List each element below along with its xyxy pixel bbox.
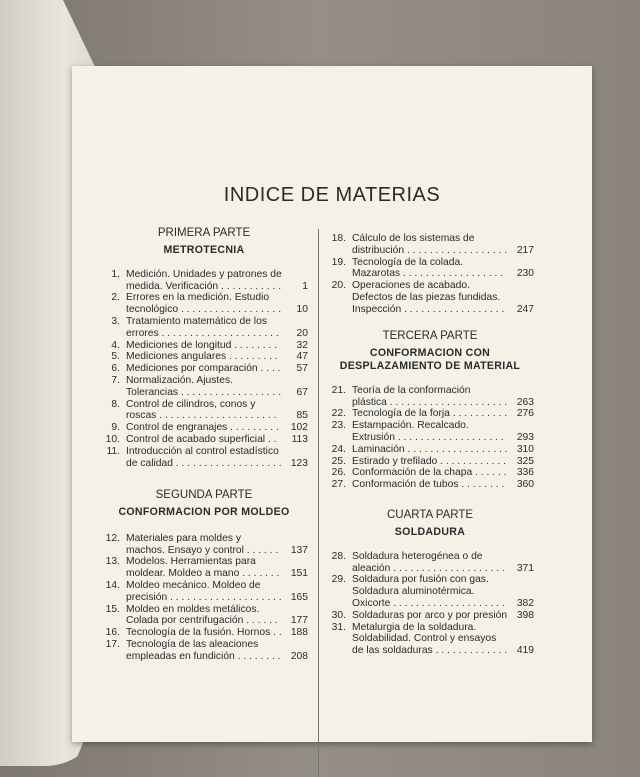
toc-entry [326, 574, 534, 609]
part-2 [100, 490, 308, 663]
entry-title: Tecnología de la forja . . . . . . . . . . [352, 408, 508, 420]
entry-title: Operaciones de acabado. Defectos de las piezas fundidas. Inspección . . . . . . . . . . . . . . . . . . [352, 280, 505, 315]
entry-page: 371 [516, 562, 534, 574]
entry-title: Mediciones de longitud . . . . . . . . [126, 339, 278, 351]
entry-page: 188 [290, 627, 308, 639]
entry-page: 113 [291, 433, 308, 445]
entry-number: 11. [106, 445, 120, 457]
entry-page: 67 [296, 386, 308, 398]
part-subject: METROTECNIA [163, 243, 245, 256]
entry-page: 165 [290, 591, 308, 603]
entry-title: Introducción al control estadístico de calidad . . . . . . . . . . . . . . . . . . . [126, 445, 282, 469]
entry-title: Conformación de la chapa . . . . . . [352, 467, 507, 479]
entry-page: 325 [516, 455, 534, 467]
toc-entry [326, 257, 534, 281]
toc-entry [326, 622, 534, 657]
toc-entry [100, 375, 308, 399]
entry-title: Control de acabado superficial . . [126, 433, 277, 445]
toc-entry [100, 639, 308, 663]
entry-number: 27. [331, 479, 346, 491]
entry-page: 398 [516, 609, 534, 621]
entry-number: 17. [105, 638, 120, 650]
toc-entry [100, 422, 308, 434]
entry-number: 31. [331, 621, 346, 633]
entry-page: 208 [290, 650, 308, 662]
entry-number: 24. [331, 443, 346, 455]
toc-entry [100, 434, 308, 446]
entry-number: 4. [111, 339, 120, 351]
entry-number: 9. [111, 422, 120, 434]
entry-number: 16. [105, 627, 120, 639]
entry-title: Normalización. Ajustes. Tolerancias . . . . . . . . . . . . . . . . . . [126, 374, 282, 398]
entry-title: Mediciones angulares . . . . . . . . . [126, 351, 278, 363]
part-heading: SEGUNDA PARTE [155, 489, 253, 501]
entry-page: 360 [516, 479, 534, 491]
part-4 [326, 510, 534, 657]
entry-page: 1 [302, 280, 308, 292]
column-divider [318, 229, 319, 777]
toc-entry [100, 269, 308, 293]
entry-title: Soldadura heterogénea o de aleación . . . . . . . . . . . . . . . . . . . . [352, 550, 505, 574]
entry-page: 217 [516, 244, 534, 256]
toc-entry [100, 446, 308, 470]
toc-entry [326, 444, 534, 456]
entry-title: Tratamiento matemático de los errores . . . . . . . . . . . . . . . . . . . . . [126, 315, 279, 339]
entry-page: 32 [296, 339, 308, 351]
part-subject: CONFORMACION POR MOLDEO [118, 505, 290, 518]
entry-page: 151 [290, 568, 308, 580]
entry-page: 85 [296, 410, 308, 422]
entry-number: 30. [331, 609, 346, 621]
entry-number: 21. [331, 384, 346, 396]
entry-page: 419 [516, 645, 534, 657]
part-heading: CUARTA PARTE [386, 509, 474, 521]
entry-page: 20 [296, 327, 308, 339]
toc-entry [100, 363, 308, 375]
toc-entry [100, 399, 308, 423]
book-page [72, 66, 592, 742]
toc-entry [100, 351, 308, 363]
entry-title: Laminación . . . . . . . . . . . . . . . . . . [352, 443, 508, 455]
entry-title: Metalurgia de la soldadura. Soldabilidad. Control y ensayos de las soldaduras . . . . . . . . . . . . . [352, 621, 508, 657]
toc-entry [326, 233, 534, 257]
entry-page: 57 [296, 363, 308, 375]
entry-number: 3. [111, 315, 120, 327]
toc-entry [326, 551, 534, 575]
entry-page: 102 [290, 422, 308, 434]
entry-number: 22. [331, 408, 346, 420]
entry-number: 5. [111, 351, 120, 363]
entry-number: 13. [105, 556, 120, 568]
entry-page: 247 [516, 303, 534, 315]
entry-number: 12. [105, 532, 120, 544]
entry-number: 25. [331, 455, 346, 467]
entry-title: Cálculo de los sistemas de distribución . . . . . . . . . . . . . . . . . . [352, 233, 508, 256]
toc-entry [100, 292, 308, 316]
entry-title: Modelos. Herramientas para moldear. Moldeo a mano . . . . . . . [126, 556, 280, 580]
part-3 [326, 331, 534, 491]
entry-title: Tecnología de la colada. Mazarotas . . . . . . . . . . . . . . . . . . [352, 256, 504, 280]
entry-number: 28. [331, 550, 346, 562]
entry-page: 293 [516, 431, 534, 443]
part-heading: PRIMERA PARTE [157, 227, 251, 239]
entry-page: 123 [290, 457, 308, 469]
entry-number: 29. [331, 574, 346, 586]
toc-entry [100, 580, 308, 604]
toc-entry [326, 456, 534, 468]
toc-entry [326, 610, 534, 622]
entry-page: 177 [290, 615, 308, 627]
entry-title: Control de cilindros, conos y roscas . . . . . . . . . . . . . . . . . . . . . [126, 398, 277, 422]
entry-number: 18. [331, 233, 346, 244]
entry-title: Medición. Unidades y patrones de medida. Verificación . . . . . . . . . . . [126, 268, 282, 292]
entry-number: 6. [111, 363, 120, 375]
toc-entry [100, 316, 308, 340]
entry-number: 1. [111, 268, 120, 280]
toc-entry [326, 408, 534, 420]
entry-page: 10 [296, 304, 308, 316]
entry-title: Moldeo mecánico. Moldeo de precisión . . . . . . . . . . . . . . . . . . . . [126, 579, 282, 603]
toc-entry [100, 604, 308, 628]
entry-page: 137 [290, 544, 308, 556]
entry-page: 382 [516, 597, 534, 609]
entry-page: 230 [516, 268, 534, 280]
toc-entry [326, 479, 534, 491]
entry-number: 15. [105, 603, 120, 615]
entry-page: 276 [516, 408, 534, 420]
entry-title: Errores en la medición. Estudio tecnológico . . . . . . . . . . . . . . . . . . [126, 292, 282, 316]
entry-title: Mediciones por comparación . . . . [126, 363, 281, 375]
entry-title: Estirado y trefilado . . . . . . . . . . . . [352, 455, 506, 467]
entry-number: 14. [105, 579, 120, 591]
entry-title: Estampación. Recalcado. Extrusión . . . . . . . . . . . . . . . . . . . [352, 420, 504, 443]
entry-title: Materiales para moldes y machos. Ensayo y control . . . . . . [126, 532, 279, 556]
entry-title: Tecnología de la fusión. Hornos . . [126, 627, 282, 639]
toc-entry [100, 340, 308, 352]
entry-page: 336 [516, 467, 534, 479]
entry-number: 7. [111, 374, 120, 386]
toc-entry [326, 420, 534, 444]
entry-number: 23. [331, 420, 346, 432]
entry-number: 2. [111, 292, 120, 304]
entry-title: Soldadura por fusión con gas. Soldadura aluminotérmica. Oxicorte . . . . . . . . . . . . . . . . . . . . [352, 574, 505, 609]
entry-title: Tecnología de las aleaciones empleadas en fundición . . . . . . . . [126, 638, 281, 662]
toc-entry [326, 385, 534, 409]
entry-title: Moldeo en moldes metálicos. Colada por centrifugación . . . . . . [126, 603, 278, 627]
entry-title: Control de engranajes . . . . . . . . . [126, 422, 279, 434]
entry-number: 8. [111, 398, 120, 410]
entry-title: Teoría de la conformación plástica . . . . . . . . . . . . . . . . . . . . . [352, 384, 508, 408]
entry-number: 10. [105, 433, 120, 445]
entry-number: 20. [331, 280, 346, 292]
page-title: INDICE DE MATERIAS [223, 184, 441, 206]
part-subject: CONFORMACION CON DESPLAZAMIENTO DE MATERIAL [339, 346, 521, 372]
toc-entry [326, 280, 534, 315]
entry-number: 19. [331, 256, 346, 268]
entry-page: 47 [296, 351, 308, 363]
part-heading: TERCERA PARTE [382, 330, 478, 342]
part-subject: SOLDADURA [394, 525, 466, 538]
entry-title: Soldaduras por arco y por presión [352, 609, 508, 621]
toc-entry [326, 467, 534, 479]
toc-entry [100, 556, 308, 580]
entry-page: 310 [516, 443, 534, 455]
entry-number: 26. [331, 467, 346, 479]
part-2-continued [326, 233, 534, 316]
part-1 [100, 228, 308, 469]
entry-title: Conformación de tubos . . . . . . . . [352, 479, 505, 491]
toc-entry [100, 627, 308, 639]
toc-entry [100, 533, 308, 557]
entry-page: 263 [516, 396, 534, 408]
